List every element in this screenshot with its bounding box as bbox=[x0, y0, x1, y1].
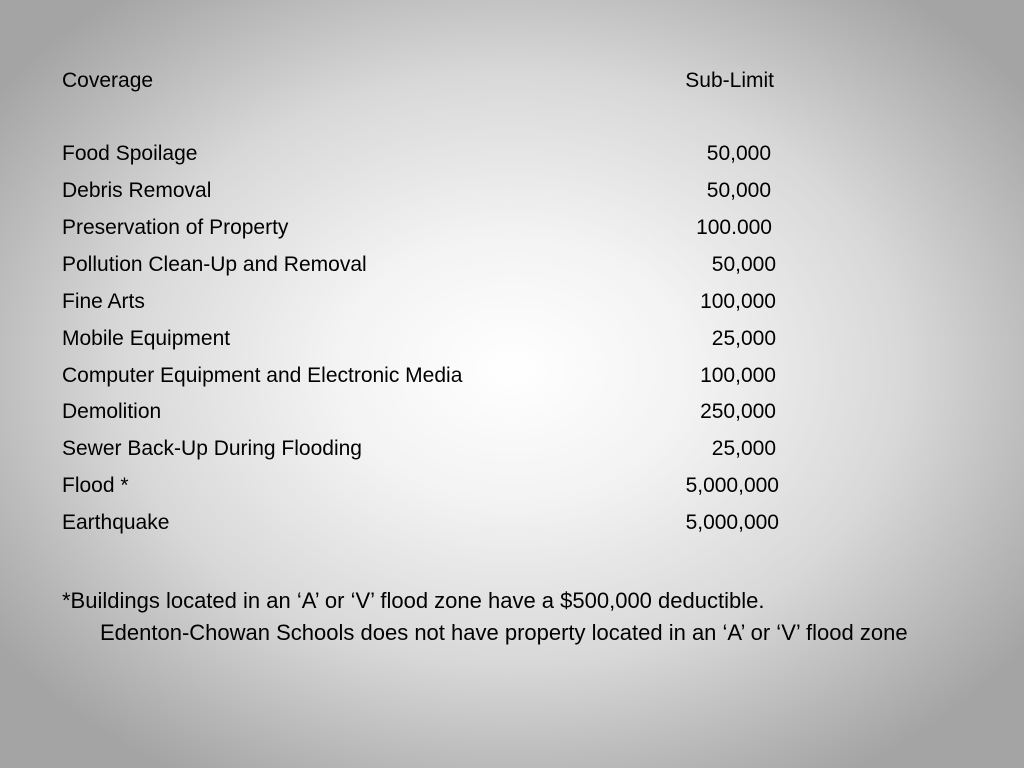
coverage-limit: 100,000 bbox=[700, 290, 776, 313]
footnote-line-1: *Buildings located in an ‘A’ or ‘V’ flood zone have a $500,000 deductible. bbox=[62, 588, 765, 613]
coverage-limit: 50,000 bbox=[706, 179, 771, 202]
coverage-name: Flood * bbox=[62, 474, 129, 497]
coverage-name: Sewer Back-Up During Flooding bbox=[62, 437, 362, 460]
coverage-name: Mobile Equipment bbox=[62, 327, 231, 350]
coverage-limit: 25,000 bbox=[711, 437, 776, 460]
sublimit-header: Sub-Limit bbox=[685, 69, 774, 92]
coverage-limit: 100.000 bbox=[696, 216, 772, 239]
coverage-limit: 100,000 bbox=[700, 364, 776, 387]
footnote-line-2: Edenton-Chowan Schools does not have property located in an ‘A’ or ‘V’ flood zone bbox=[100, 620, 908, 645]
coverage-limit: 5,000,000 bbox=[685, 474, 779, 497]
coverage-name: Computer Equipment and Electronic Media bbox=[62, 364, 463, 387]
coverage-limit: 50,000 bbox=[706, 142, 771, 165]
coverage-limit: 50,000 bbox=[711, 253, 776, 276]
coverage-name: Preservation of Property bbox=[62, 216, 289, 239]
coverage-name: Debris Removal bbox=[62, 179, 212, 202]
coverage-name: Demolition bbox=[62, 400, 162, 423]
coverage-limit: 25,000 bbox=[711, 327, 776, 350]
coverage-name: Earthquake bbox=[62, 511, 170, 534]
coverage-limit: 5,000,000 bbox=[685, 511, 779, 534]
coverage-header: Coverage bbox=[62, 69, 154, 92]
coverage-limit: 250,000 bbox=[700, 400, 776, 423]
coverage-name: Food Spoilage bbox=[62, 142, 198, 165]
coverage-name: Pollution Clean-Up and Removal bbox=[62, 253, 367, 276]
deductible-footnote bbox=[62, 585, 962, 649]
coverage-name: Fine Arts bbox=[62, 290, 145, 313]
